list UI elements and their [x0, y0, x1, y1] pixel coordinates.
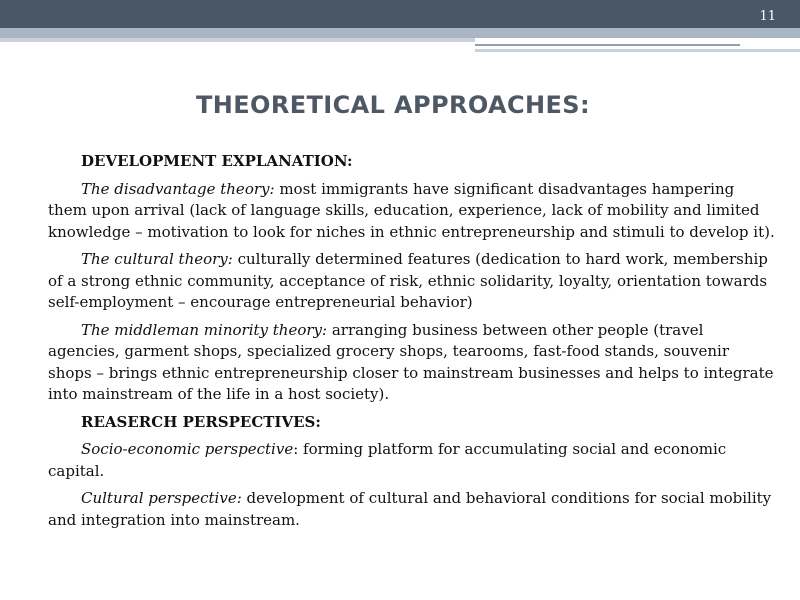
slide-body — [48, 151, 776, 537]
header-accent-thin-line — [475, 44, 740, 46]
header-accent-strip — [0, 28, 800, 38]
cultural-perspective-text: development of cultural and behavioral conditions for social mobility and integration into mainstream. — [48, 489, 772, 529]
cultural-theory-paragraph — [48, 249, 776, 314]
development-heading: DEVELOPMENT EXPLANATION: — [81, 152, 353, 170]
slide-number: 11 — [759, 9, 776, 24]
cultural-theory-text: culturally determined features (dedication to hard work, membership of a strong ethnic community, acceptance of risk, ethnic solidarity, loyalty, orientation towards self-employment – encourage entrepreneurial behavior) — [48, 250, 768, 311]
cultural-perspective-lead: Cultural perspective: — [81, 489, 242, 507]
middleman-theory-lead: The middleman minority theory: — [81, 320, 328, 339]
middleman-theory-paragraph — [48, 320, 776, 406]
cultural-perspective-paragraph — [48, 488, 776, 531]
disadvantage-theory-text: most immigrants have significant disadvantages hampering them upon arrival (lack of language skills, education, experience, lack of mobility and limited knowledge – motivation to look for niches in ethnic entrepreneurship and stimuli to develop it). — [48, 179, 775, 241]
header-accent-line — [0, 38, 475, 42]
header-accent-gap — [475, 38, 800, 42]
disadvantage-theory-lead: The disadvantage theory: — [81, 179, 275, 198]
socio-economic-text: : forming platform for accumulating social and economic capital. — [48, 440, 727, 480]
slide-title: THEORETICAL APPROACHES: — [195, 91, 590, 119]
socio-economic-lead: Socio-economic perspective — [81, 440, 294, 458]
middleman-theory-text: arranging business between other people (travel agencies, garment shops, specialized grocery shops, tearooms, fast-food stands, souvenir shops – brings ethnic entrepreneurship closer to mainstream businesses and helps to integrate into mainstream of the life in a host society). — [48, 320, 774, 403]
socio-economic-paragraph — [48, 439, 776, 482]
header-accent-bottom-line — [475, 49, 800, 52]
cultural-theory-lead: The cultural theory: — [81, 250, 233, 268]
research-heading: REASERCH PERSPECTIVES: — [81, 412, 321, 431]
header-bar — [0, 0, 800, 28]
disadvantage-theory-paragraph — [48, 179, 776, 244]
